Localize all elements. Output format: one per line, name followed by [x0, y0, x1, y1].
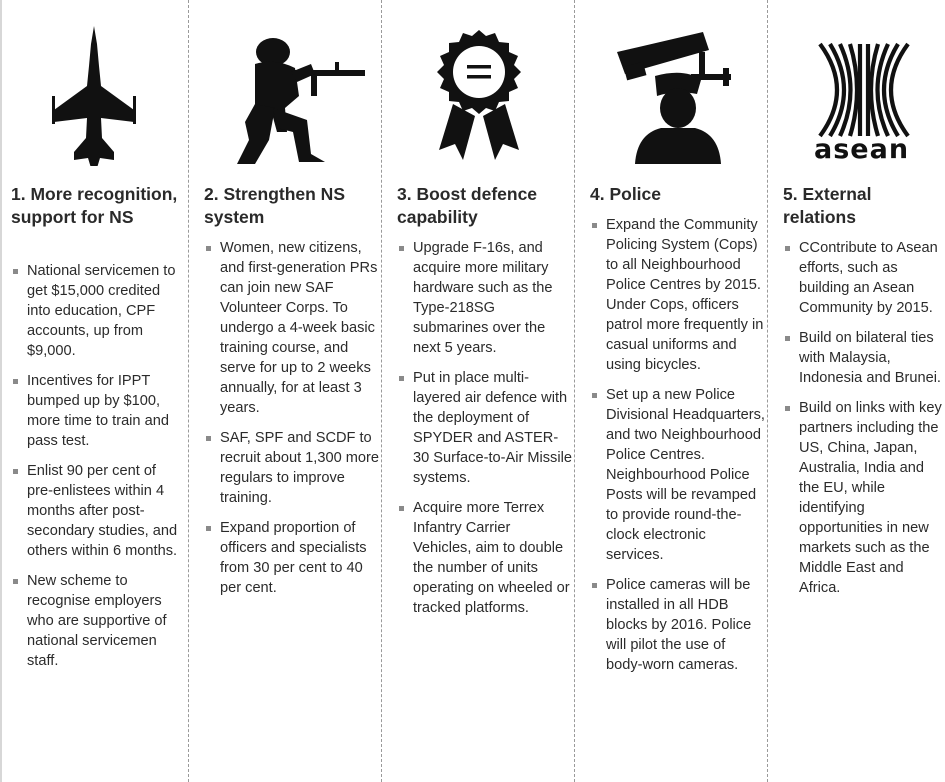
- column-recognition: [0, 0, 188, 782]
- list-item: National servicemen to get $15,000 credited into education, CPF accounts, up from $9,000.: [12, 261, 184, 361]
- list-item: Police cameras will be installed in all HDB blocks by 2016. Police will pilot the use of body-worn cameras.: [591, 575, 765, 675]
- soldier-rifle-icon: [215, 28, 365, 168]
- list-item: Expand the Community Policing System (Cops) to all Neighbourhood Police Centres by 2015. Under Cops, officers patrol more frequently in casual uniforms and using bicycles.: [591, 215, 765, 375]
- list-item: Build on bilateral ties with Malaysia, Indonesia and Brunei.: [784, 328, 945, 388]
- list-item: CContribute to Asean efforts, such as building an Asean Community by 2015.: [784, 238, 945, 318]
- list-item: Put in place multi-layered air defence with the deployment of SPYDER and ASTER-30 Surface-to-Air Missile systems.: [398, 368, 572, 488]
- bullet-list: [591, 215, 765, 685]
- bullet-list: [12, 261, 184, 681]
- asean-logo-icon: [814, 42, 914, 142]
- column-title: 1. More recognition, support for NS: [11, 184, 178, 227]
- asean-logo-text: asean: [814, 134, 910, 165]
- icon-area: [0, 18, 188, 168]
- fighter-jet-icon: [52, 26, 136, 166]
- icon-area: [189, 18, 381, 168]
- column-police: [574, 0, 767, 782]
- icon-area: [575, 18, 767, 168]
- column-ns-system: [188, 0, 381, 782]
- list-item: Incentives for IPPT bumped up by $100, more time to train and pass test.: [12, 371, 184, 451]
- list-item: SAF, SPF and SCDF to recruit about 1,300 more regulars to improve training.: [205, 428, 379, 508]
- list-item: Build on links with key partners including the US, China, Japan, Australia, India and the EU, while identifying opportunities in new markets such as the Middle East and Africa.: [784, 398, 945, 598]
- column-defence: [381, 0, 574, 782]
- list-item: Acquire more Terrex Infantry Carrier Vehicles, aim to double the number of units operating on wheeled or tracked platforms.: [398, 498, 572, 618]
- list-item: New scheme to recognise employers who are supportive of national servicemen staff.: [12, 571, 184, 671]
- column-external: [767, 0, 945, 782]
- list-item: Expand proportion of officers and specialists from 30 per cent to 40 per cent.: [205, 518, 379, 598]
- bullet-list: [398, 238, 572, 628]
- police-camera-icon: [605, 24, 755, 164]
- icon-area: [768, 18, 945, 168]
- list-item: Set up a new Police Divisional Headquarters, and two Neighbourhood Police Centres. Neighbourhood Police Posts will be revamped to provide round-the-clock electronic services.: [591, 385, 765, 565]
- bullet-list: [205, 238, 379, 608]
- icon-area: [382, 18, 574, 168]
- column-title: 3. Boost defence capability: [397, 184, 538, 227]
- column-title: 2. Strengthen NS system: [204, 184, 345, 227]
- medal-ribbon-icon: [429, 24, 529, 164]
- list-item: Enlist 90 per cent of pre-enlistees within 4 months after post-secondary studies, and others within 6 months.: [12, 461, 184, 561]
- list-item: Women, new citizens, and first-generation PRs can join new SAF Volunteer Corps. To undergo a 4-week basic training course, and serve for up to 2 weeks annually, for at least 3 years.: [205, 238, 379, 418]
- column-title: 4. Police: [590, 184, 662, 204]
- bullet-list: [784, 238, 945, 608]
- column-title: 5. External relations: [783, 184, 872, 227]
- list-item: Upgrade F-16s, and acquire more military hardware such as the Type-218SG submarines over the next 5 years.: [398, 238, 572, 358]
